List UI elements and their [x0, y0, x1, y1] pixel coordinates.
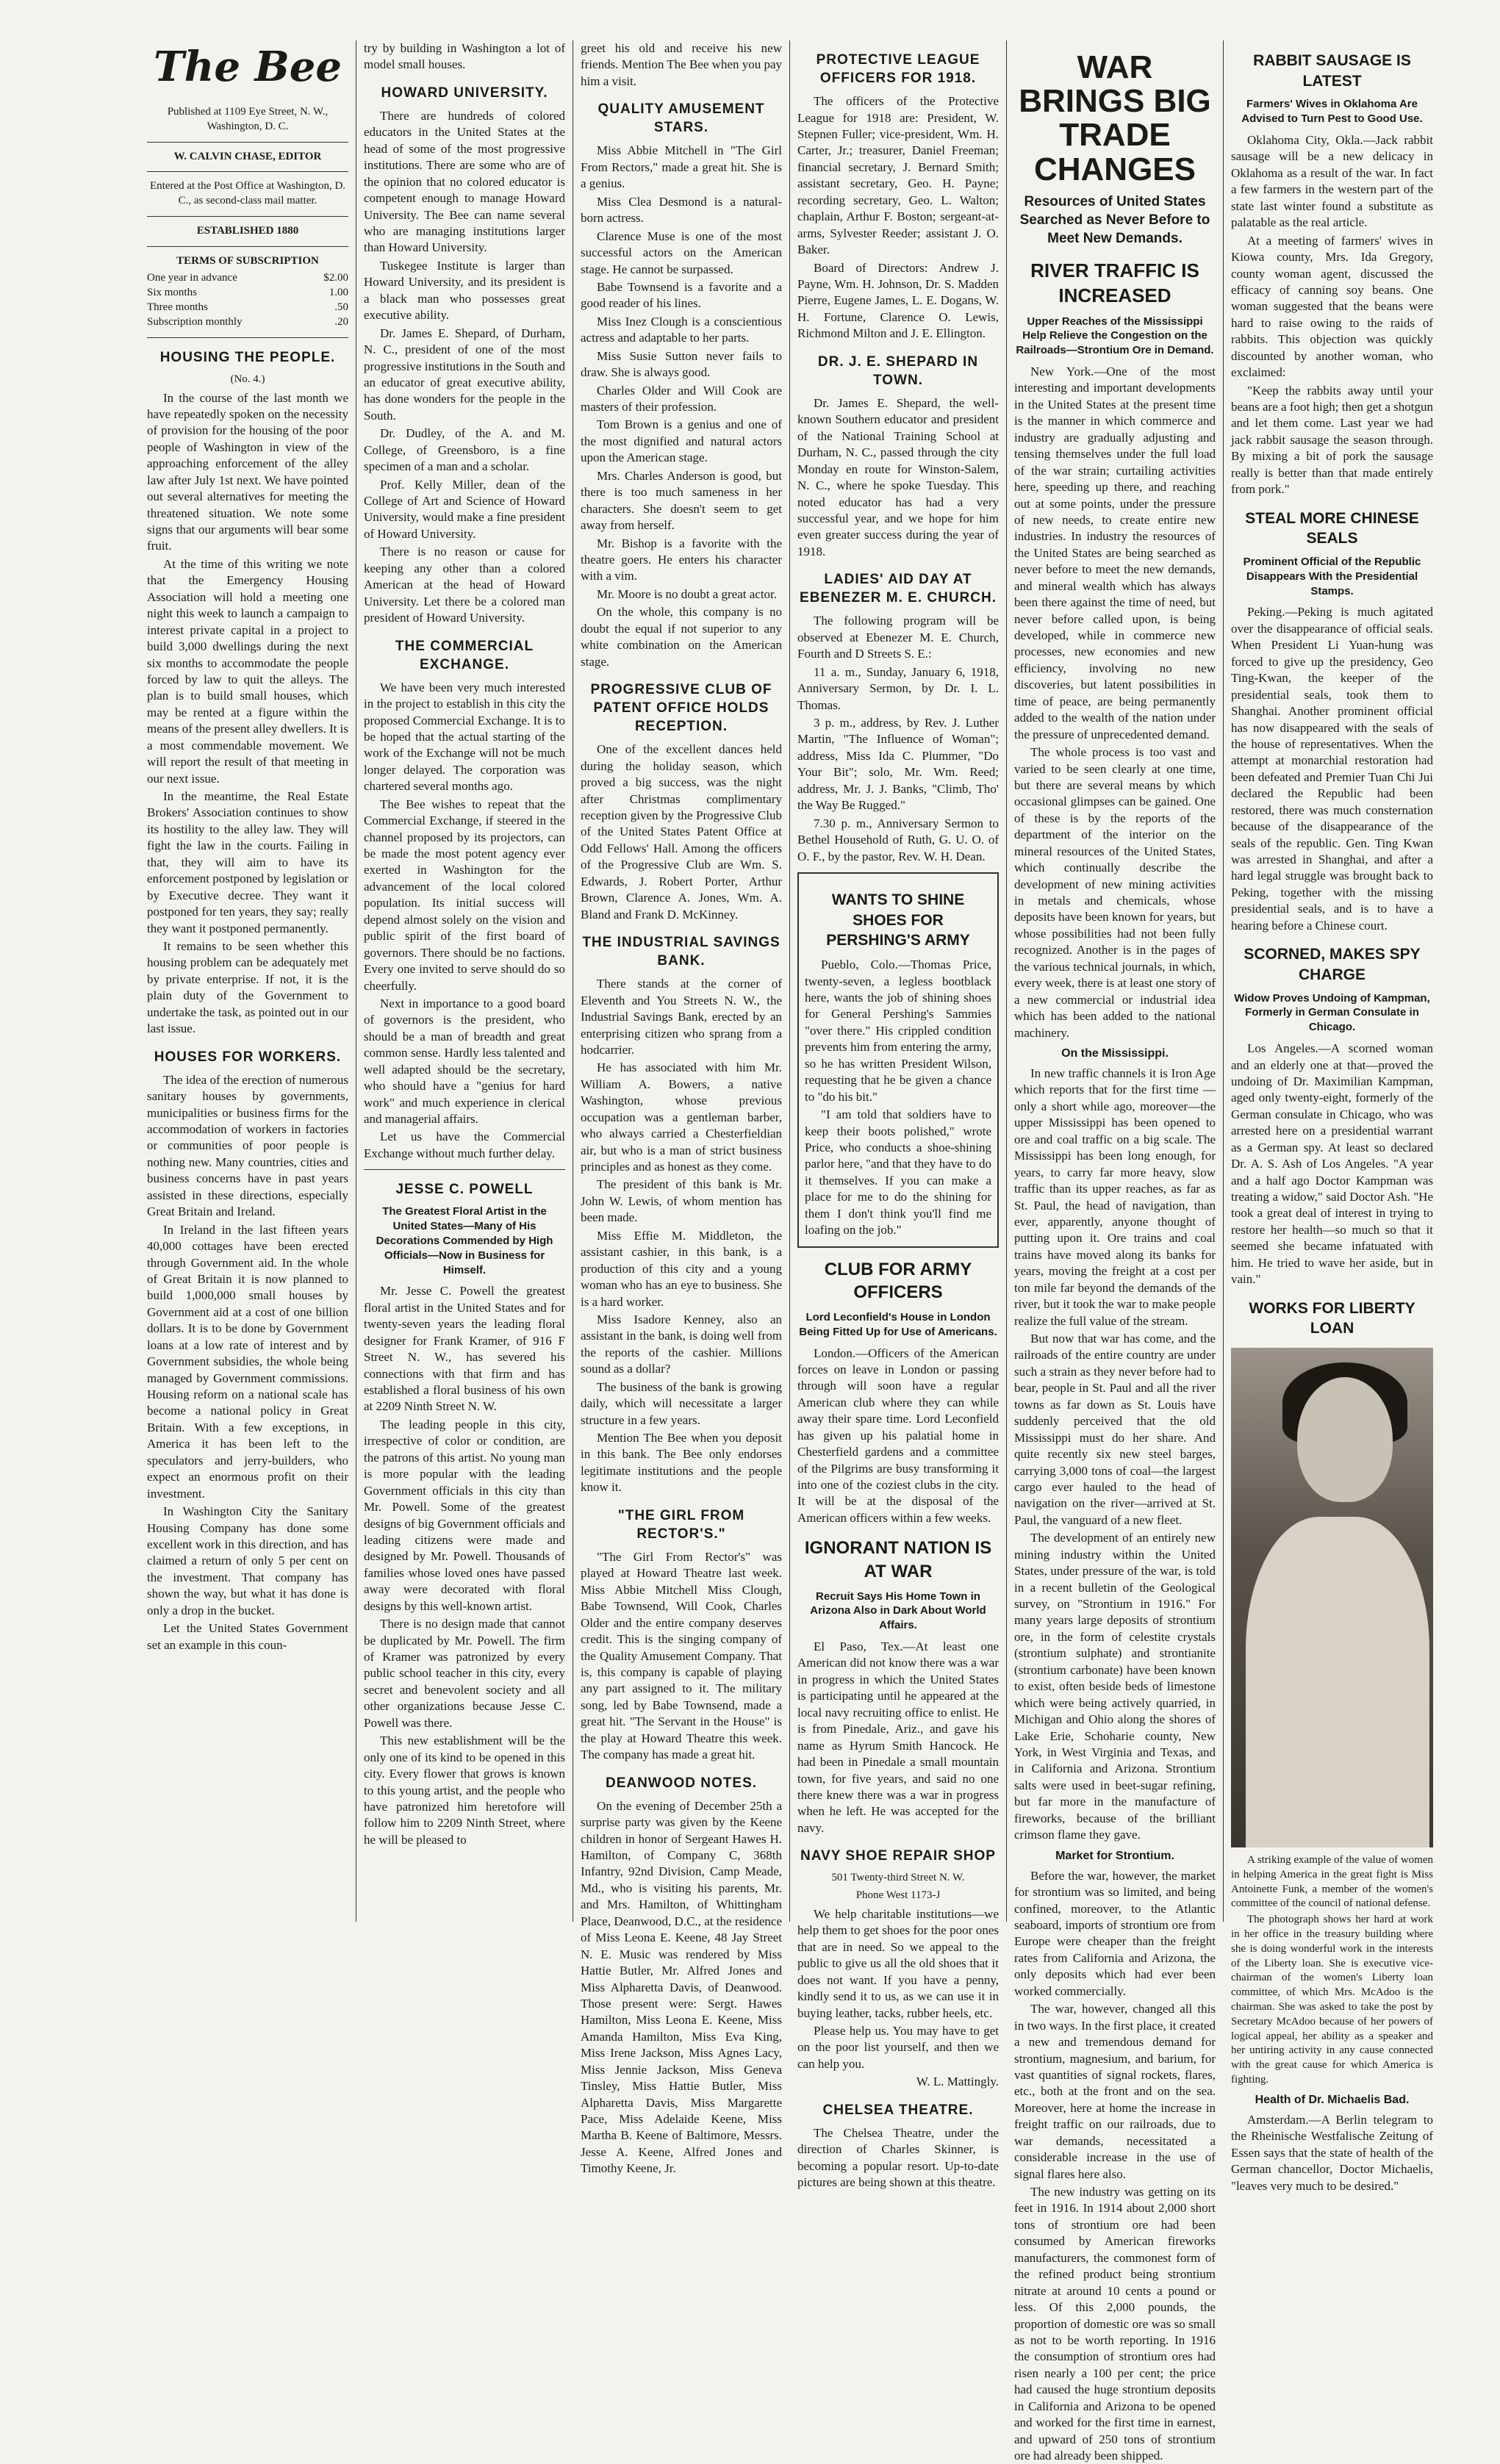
divider	[147, 246, 348, 247]
article-number: (No. 4.)	[230, 373, 265, 385]
article-paragraph: Babe Townsend is a favorite and a good reader of his lines.	[581, 279, 782, 311]
boxed-article	[797, 872, 999, 1248]
article-paragraph: The leading people in this city, irrespective of color or condition, are the patrons of this artist. No young man is more popular with the leading Government officials in this city than Mr. Powell. Some of the greatest designs of big Government officials and leading citizens were made and designed by Mr. Powell. Thousands of families whose loved ones have passed away were decorated with floral designs by this well-known artist.	[364, 1417, 565, 1613]
article-title: PROTECTIVE LEAGUE OFFICERS FOR 1918.	[816, 52, 980, 87]
article-paragraph: "The Girl From Rector's" was played at Howard Theatre last week. Miss Abbie Mitchell Miss Clough, Babe Townsend, Will Cook, Charles Older and the entire company deserves credit. This is the singing company of the Quality Amusement Company. That is, this company is capable of playing any part assigned to it. The military song, led by Babe Townsend, made a great hit. "The Servant in the House" is the play at Howard Theatre this week. The company has made a great hit.	[581, 1549, 782, 1762]
article-paragraph: Dr. Dudley, of the A. and M. College, of Greensboro, is a fine specimen of a man and a scholar.	[364, 426, 565, 474]
article-paragraph: The president of this bank is Mr. John W. Lewis, of whom mention has been made.	[581, 1177, 782, 1225]
divider	[364, 1169, 565, 1170]
column-5	[1007, 40, 1224, 2463]
article-paragraph: The following program will be observed at Ebenezer M. E. Church, Fourth and D Streets S. E.:	[797, 614, 999, 661]
article-paragraph: In Washington City the Sanitary Housing Company has done some excellent work in this direction, and has claimed a return of only 5 per cent on the investment. That company has shown the way, but what it has done is only a drop in the bucket.	[147, 1504, 348, 1617]
article-paragraph: "I am told that soldiers have to keep their boots polished," wrote Price, who conducts a shoe-shining parlor here, "and that they have to do it themselves. If you can make a place for me to do the shining for them I don't think you'll find me loafing on the job."	[805, 1107, 991, 1238]
editor: W. CALVIN CHASE, EDITOR	[173, 150, 322, 162]
photo-caption: A striking example of the value of women in helping America in the great fight is Miss Antoinette Funk, a member of the women's committee of the council of national defense.	[1231, 1854, 1433, 1910]
article-paragraph: But now that war has come, and the railroads of the entire country are under such a strain as they never before had to bear, people in St. Paul and all the river towns as far down as St. Louis have suddenly perceived that the old Mississippi must do her share. And quite recently six new steel barges, carrying 3,000 tons of coal—the largest cargo ever hauled to the head of navigation on the river—arrived at St. Paul, the vanguard of a new fleet.	[1014, 1332, 1216, 1527]
article-paragraph: Mr. Bishop is a favorite with the theatre goers. He enters his character with a vim.	[581, 536, 782, 583]
article-paragraph: It remains to be seen whether this housing problem can be adequately met by private enterprise. If not, it is the plain duty of the Government to undertake the task, as pointed out in our last issue.	[147, 938, 348, 1036]
article-paragraph: Clarence Muse is one of the most successful actors on the American stage. He cannot be surpassed.	[581, 229, 782, 276]
article-title: PROGRESSIVE CLUB OF PATENT OFFICE HOLDS RECEPTION.	[590, 682, 772, 735]
article-paragraph: He has associated with him Mr. William A. Bowers, a native Washington, whose previous occupation was a gentleman barber, who always carried a Chesterfieldian air, but who is a man of strict business principles and as honest as they come.	[581, 1060, 782, 1174]
article-paragraph: There stands at the corner of Eleventh and You Streets N. W., the Industrial Savings Bank, erected by an enterprising citizen who sprang from a hodcarrier.	[581, 977, 782, 1057]
headline: WAR BRINGS BIG TRADE CHANGES	[1019, 49, 1211, 187]
article-title: HOWARD UNIVERSITY.	[381, 85, 548, 101]
address: 501 Twenty-third Street N. W.	[831, 1872, 965, 1884]
article-paragraph: The Chelsea Theatre, under the direction of Charles Skinner, is becoming a popular resort. Up-to-date pictures are being shown at this theatre.	[797, 2125, 999, 2190]
article-subtitle: Upper Reaches of the Mississippi Help Relieve the Congestion on the Railroads—Strontium Ore in Demand.	[1016, 315, 1214, 357]
article-paragraph: El Paso, Tex.—At least one American did not know there was a war in progress in which the United States is participating until he appeared at the local navy recruiting office to enlist. He is from Pinedale, Ariz., and gave his name as Hyrum Smith Hancock. He had been in Pinedale a small mountain town, for five years, and said no one there knew there was a war in progress when he left. He was accepted for the navy.	[797, 1639, 999, 1835]
article-paragraph: greet his old and receive his new friends. Mention The Bee when you pay him a visit.	[581, 41, 782, 88]
divider	[147, 216, 348, 217]
divider	[147, 142, 348, 143]
article-title: HOUSES FOR WORKERS.	[154, 1049, 342, 1065]
entered-notice: Entered at the Post Office at Washington, D. C., as second-class mail matter.	[149, 180, 346, 207]
article-subtitle: Widow Proves Undoing of Kampman, Formerly in German Consulate in Chicago.	[1234, 991, 1430, 1034]
article-subtitle: Prominent Official of the Republic Disappears With the Presidential Stamps.	[1243, 556, 1421, 597]
article-paragraph: Charles Older and Will Cook are masters of their profession.	[581, 383, 782, 414]
article-paragraph: 7.30 p. m., Anniversary Sermon to Bethel Household of Ruth, G. U. O. of O. F., by the pastor, Rev. W. H. Dean.	[797, 816, 999, 863]
portrait-photo	[1231, 1348, 1433, 1847]
divider	[147, 171, 348, 172]
article-paragraph: Amsterdam.—A Berlin telegram to the Rheinische Westfalische Zeitung of Essen says that the state of health of the German chancellor, Doctor Michaelis, "leaves very much to be desired."	[1231, 2112, 1433, 2193]
article-paragraph: try by building in Washington a lot of model small houses.	[364, 41, 565, 72]
published-info: Published at 1109 Eye Street, N. W., Washington, D. C.	[167, 105, 329, 132]
terms-row: Subscription monthly .20	[147, 315, 348, 328]
article-paragraph: Peking.—Peking is much agitated over the disappearance of official seals. When President Li Yuan-hung was forced to give up the presidency, Geo Ting-Kwan, the keeper of the presidential seals, took them to Shanghai. Another prominent official has now disappeared with the seals of the house of representatives. When the attempt at monarchial restoration had been defeated and Premier Tuan Chi Jui declared the Republic had been restored, there was much consternation because of the disappearance of the seals of the republic. Gen. Ting Kwan was arrested in Shanghai, and after a hard legal struggle was brought back to Peking, together with the missing presidential seals, and is to have a hearing before a Chinese court.	[1231, 605, 1433, 933]
photo-caption: The photograph shows her hard at work in her office in the treasury building where she is doing wonderful work in the interests of the Liberty loan. She is executive vice-chairman of the women's Liberty loan committee, of which Mrs. McAdoo is the chairman. She was asked to take the post by Secretary McAdoo because of her powers of logical appeal, her ability as a speaker and her untiring activity in any cause connected with the great cause for which America is fighting.	[1231, 1914, 1433, 2086]
article-paragraph: We have been very much interested in the project to establish in this city the proposed Commercial Exchange. It is to be hoped that the actual starting of the work of the Exchange will not be much longer delayed. The corporation was chartered several months ago.	[364, 680, 565, 794]
article-paragraph: 11 a. m., Sunday, January 6, 1918, Anniversary Sermon, by Dr. I. L. Thomas.	[797, 664, 999, 712]
article-paragraph: Oklahoma City, Okla.—Jack rabbit sausage will be a new delicacy in Oklahoma as a result of the war. In fact a few farmers in the western part of the state last winter found a substitute as palatable as the real article.	[1231, 133, 1433, 230]
article-subtitle: Resources of United States Searched as Never Before to Meet New Demands.	[1019, 193, 1210, 246]
article-paragraph: Mrs. Charles Anderson is good, but there is too much sameness in her characters. She doesn't seem to get away from herself.	[581, 468, 782, 533]
newspaper-page	[140, 40, 1440, 2463]
masthead: The Bee	[153, 43, 342, 91]
article-subtitle: Farmers' Wives in Oklahoma Are Advised to Turn Pest to Good Use.	[1241, 98, 1423, 126]
terms-row: Three months .50	[147, 301, 348, 314]
article-title: "THE GIRL FROM RECTOR'S."	[617, 1507, 745, 1542]
article-title: CLUB FOR ARMY OFFICERS	[824, 1259, 972, 1303]
article-paragraph: There are hundreds of colored educators in the United States at the head of some of the most progressive institutions. There are some who are of the opinion that no colored educator is competent enough to manage Howard University. The Bee can name several who are managing institutions larger than Howard University.	[364, 108, 565, 255]
article-paragraph: The war, however, changed all this in two ways. In the first place, it created a new and tremendous demand for strontium, magnesium, and barium, for vast quantities of signal rockets, flares, etc., both at the front and on the sea. Moreover, here at home the increase in freight traffic on our railroads, due to war demands, necessitated a considerable increase in the use of signal flares here also.	[1014, 2002, 1216, 2181]
article-subtitle: The Greatest Floral Artist in the United States—Many of His Decorations Commended by High Officials—Now in Business for Himself.	[376, 1205, 553, 1276]
article-title: WORKS FOR LIBERTY LOAN	[1249, 1299, 1415, 1337]
article-paragraph: Miss Abbie Mitchell in "The Girl From Rectors," made a great hit. She is a genius.	[581, 143, 782, 191]
article-paragraph: Miss Isadore Kenney, also an assistant in the bank, is doing well from the reports of the cashier. Millions sound as a dollar?	[581, 1312, 782, 1376]
article-paragraph: One of the excellent dances held during the holiday season, which proved a big success, was the night after Christmas complimentary reception given by the Progressive Club of the United States Patent Office at Odd Fellows' Hall. Among the officers of the Progressive Club are Wm. S. Edwards, J. Robert Porter, Arthur Brown, Clarence A. Jones, Wm. A. Bland and Frank D. McKinney.	[581, 742, 782, 922]
article-paragraph: Tom Brown is a genius and one of the most dignified and natural actors upon the American stage.	[581, 417, 782, 465]
article-paragraph: Miss Inez Clough is a conscientious actress and adaptable to her parts.	[581, 314, 782, 345]
article-title: HOUSING THE PEOPLE.	[159, 349, 336, 365]
terms-list	[147, 271, 348, 329]
article-title: THE INDUSTRIAL SAVINGS BANK.	[582, 935, 780, 969]
article-paragraph: Miss Clea Desmond is a natural-born actress.	[581, 194, 782, 226]
article-paragraph: In new traffic channels it is Iron Age which reports that for the first time —only a short while ago, moreover—the upper Mississippi has been opened to ore and coal traffic on a big scale. The Mississippi has been long enough, for years, to carry far more heavy, slow traffic than its upper reaches, as far as St. Paul, the head of navigation, than ever, apparently, anyone thought of putting upon it. Ore trains and coal trains have moved along its banks for years, moving the freight at a cost per ton mile far beyond the demands of the river, but it took the war to make people realize the full value of the stream.	[1014, 1066, 1216, 1328]
article-paragraph: In the course of the last month we have repeatedly spoken on the necessity of provision for the housing of the poor people of Washington in view of the approaching enforcement of the alley law after July 1st next. We have pointed out several alternatives for meeting the threatened situation. We note some signs that our arguments will bear some fruit.	[147, 390, 348, 553]
article-paragraph: There is no reason or cause for keeping any other than a colored American at the head of Howard University. Let there be a colored man president of Howard University.	[364, 545, 565, 625]
phone: Phone West 1173-J	[855, 1889, 941, 1902]
article-paragraph: Mr. Jesse C. Powell the greatest floral artist in the United States and for twenty-seven years the leading floral designer for Frank Kramer, of 916 F Street N. W., has severed his connections with that firm and has established a floral business of his own at 2209 Ninth Street N. W.	[364, 1284, 565, 1414]
article-title: STEAL MORE CHINESE SEALS	[1245, 509, 1419, 547]
signature: W. L. Mattingly.	[916, 2075, 999, 2089]
article-title: QUALITY AMUSEMENT STARS.	[598, 101, 765, 136]
column-3	[573, 40, 790, 2176]
article-paragraph: This new establishment will be the only one of its kind to be opened in this city. Every flower that grows is known to this young artist, and the people who have patronized him heretofore will follow him to 2209 Ninth Street, where he will be pleased to	[364, 1734, 565, 1847]
article-title: DR. J. E. SHEPARD IN TOWN.	[817, 353, 979, 388]
section-head: Market for Strontium.	[1055, 1849, 1174, 1862]
article-title: IGNORANT NATION IS AT WAR	[804, 1538, 992, 1581]
article-paragraph: Next in importance to a good board of governors is the president, who should be a man of breadth and great common sense. Hardly less talented and well adapted should be the secretary, who should have a "genius for hard work" and much experience in clerical and managerial affairs.	[364, 996, 565, 1127]
article-paragraph: On the evening of December 25th a surprise party was given by the Keene children in honor of Sergeant Hawes H. Hamilton, of Company C, 368th Infantry, 92nd Division, Camp Meade, Md., who is visiting his parents, Mr. and Mrs. Hamilton, of Whittingham Place, Deanwood, D.C., at the residence of Miss Leona E. Keene, 48 Jay Street N. E. Music was rendered by Miss Hattie Butler, Mr. Alfred Jones and Miss Alpharetta Davis, of Deanwood. Those present were: Sergt. Hawes Hamilton, Miss Leona E. Keene, Miss Amanda Hamilton, Miss Eva King, Miss Irene Jackson, Miss Agnes Lacy, Miss Jennie Jackson, Miss Geneva Tinsley, Miss Hattie Butler, Miss Alpharetta Davis, Miss Margarette Pace, Miss Adelaide Keene, Miss Martha B. Keene of Baltimore, Messrs. Jesse A. Keene, Alfred Jones and Timothy Keene, Jr.	[581, 1798, 782, 2176]
article-title: THE COMMERCIAL EXCHANGE.	[395, 638, 534, 672]
article-paragraph: London.—Officers of the American forces on leave in London or passing through will soon have a regular American club where they can while away their spare time. Lord Leconfield has given up his palatial home in Chesterfield gardens and a committee of the Pilgrims are busy transforming it into one of the coziest clubs in the city. It will be at the disposal of the American officers within a few weeks.	[797, 1346, 999, 1525]
article-paragraph: Mention The Bee when you deposit in this bank. The Bee only endorses legitimate institutions and the people know it.	[581, 1431, 782, 1495]
article-title: LADIES' AID DAY AT EBENEZER M. E. CHURCH.	[800, 572, 997, 606]
article-title: JESSE C. POWELL	[395, 1182, 534, 1198]
article-paragraph: In the meantime, the Real Estate Brokers' Association continues to show its hostility to the alley law. They will fight the law in the courts. Failing in that, they will aim to have its enforcement postponed by legislation or by Executive decree. They want it postponed for ten years, they say; really they want it postponed permanently.	[147, 789, 348, 935]
article-title: WANTS TO SHINE SHOES FOR PERSHING'S ARMY	[826, 891, 970, 949]
article-title: SCORNED, MAKES SPY CHARGE	[1244, 946, 1421, 983]
article-paragraph: Let the United States Government set an example in this coun-	[147, 1621, 348, 1652]
article-paragraph: Miss Susie Sutton never fails to draw. She is always good.	[581, 348, 782, 380]
section-head: Health of Dr. Michaelis Bad.	[1255, 2093, 1410, 2106]
article-title: NAVY SHOE REPAIR SHOP	[800, 1848, 996, 1864]
article-title: DEANWOOD NOTES.	[605, 1775, 758, 1791]
article-paragraph: Los Angeles.—A scorned woman and an elderly one at that—proved the undoing of Dr. Maximilian Kampman, aged only twenty-eight, formerly of the German consulate in Chicago, who was arrested here on a presidential warrant as a German spy. At least so declared Dr. A. S. Ash of Los Angeles. "A year and a half ago Doctor Kampman was treating a widow," said Doctor Ash. "He took a great deal of interest in trying to restore her health—so much so that it seemed she became infatuated with him. He tried to wave her aside, but in vain."	[1231, 1041, 1433, 1287]
article-paragraph: 3 p. m., address, by Rev. J. Luther Martin, "The Influence of Woman"; address, Miss Ida C. Plummer, "Do Your Bit"; solo, Mr. Wm. Reed; address, Mr. J. J. Banks, "Climb, Tho' the Way Be Rugged."	[797, 716, 999, 813]
article-subtitle: Lord Leconfield's House in London Being Fitted Up for Use of Americans.	[799, 1310, 997, 1338]
article-title: CHELSEA THEATRE.	[822, 2102, 974, 2118]
article-paragraph: The idea of the erection of numerous sanitary houses by governments, municipalities or business firms for the accommodation of workers in factories or communities of poor people is nothing new. Many countries, cities and business concerns have in past years assisted in these directions, especially Great Britain and Ireland.	[147, 1072, 348, 1219]
article-paragraph: There is no design made that cannot be duplicated by Mr. Powell. The firm of Kramer was patronized by every public school teacher in this city, every secret and benevolent society and all other organizations because Jesse C. Powell was there.	[364, 1617, 565, 1730]
article-paragraph: At the time of this writing we note that the Emergency Housing Association will hold a meeting one night this week to launch a campaign to interest private capital in a project to build 3,000 dwellings during the next six months to accommodate the people forced by law to quit the alleys. The plan is to build small houses, which may be rented at a figure within the means of the present alley dwellers. It is a most commendable movement. We will report the result of that meeting in our next issue.	[147, 556, 348, 786]
article-paragraph: The business of the bank is growing daily, which will necessitate a larger structure in a few years.	[581, 1379, 782, 1427]
column-1	[140, 40, 356, 1922]
article-paragraph: Let us have the Commercial Exchange without much further delay.	[364, 1129, 565, 1160]
article-paragraph: The officers of the Protective League for 1918 are: President, W. Stepnen Fuller; vice-president, Wm. H. Carter, Jr.; treasurer, Daniel Freeman; financial secretary, J. Bernard Smith; assistant secretary, Geo. H. Payne; recording secretary, Geo. L. Walton; chaplain, Arthur F. Boston; sergeant-at-arms, Sylvester Reeder; assistant J. O. Baker.	[797, 94, 999, 257]
terms-row: Six months 1.00	[147, 287, 348, 299]
article-paragraph: Pueblo, Colo.—Thomas Price, twenty-seven, a legless bootblack here, wants the job of shining shoes for General Pershing's Sammies "over there." His crippled condition prevents him from entering the army, so he has written President Wilson, requesting that he be given a chance to "do his bit."	[805, 958, 991, 1104]
article-paragraph: Please help us. You may have to get on the poor list yourself, and then we can help you.	[797, 2024, 999, 2071]
section-head: On the Mississippi.	[1061, 1046, 1169, 1060]
article-subtitle: Recruit Says His Home Town in Arizona Also in Dark About World Affairs.	[810, 1590, 986, 1632]
subheadline: RIVER TRAFFIC IS INCREASED	[1030, 259, 1199, 307]
article-paragraph: The new industry was getting on its feet in 1916. In 1914 about 2,000 short tons of strontium ore had been consumed by American fireworks manufacturers, the commonest form of the refined product being strontium nitrate at around 10 cents a pound or less. Of this 2,000 pounds, the proportion of domestic ore was so small as not to be worth reporting. In 1916 the consumption of strontium ores had risen nearly a 100 per cent; the price had caused the huge strontium deposits in California and Arizona to be opened and worked for the first time in earnest, and upward of 250 tons of strontium ore had already been shipped.	[1014, 2185, 1216, 2463]
article-paragraph: "Keep the rabbits away until your beans are a foot high; then get a shotgun and let them come. Last year we had jack rabbit sausage the season through. By mixing a bit of pork the sausage really is better than that made entirely from pork."	[1231, 383, 1433, 497]
article-title: RABBIT SAUSAGE IS LATEST	[1253, 52, 1411, 90]
article-paragraph: New York.—One of the most interesting and important developments in the United States at the present time is the manner in which commerce and industry are gradually adjusting and tensing themselves under the full load of the war strain; curtailing activities here, speeding up there, and reaching out at some points, under the pressure of new needs, to create entire new industries. In industry the resources of the United States are being searched as never before to meet the new demands, and mineral wealth which has always been there against the time of need, but never before called upon, is being developed, while in commerce new processes, new economies and new efficiency, involving no new discoveries, but latent possibilities in time of peace, are being permanently added to the wealth of the nation under the pressure of unprecedented demand.	[1014, 364, 1216, 741]
article-paragraph: Tuskegee Institute is larger than Howard University, and its president is a black man who possesses great executive ability.	[364, 258, 565, 323]
article-paragraph: The development of an entirely new mining industry within the United States, under pressure of the war, is told in a recent bulletin of the Geological survey, on "Strontium in 1916." For many years large deposits of strontium ore, in the form of celestite crystals (strontium sulphate) and strontianite (strontium carbonate) have been known to exist, often beside beds of limestone which were being actively quarried, in Michigan and Ohio along the shores of Lake Erie, Schoharie county, New York, in West Virginia and Texas, and in California and Arizona. Strontium salts were used in beet-sugar refining, but far more in the manufacture of fireworks, because of the brilliant crimson flame they gave.	[1014, 1531, 1216, 1842]
article-paragraph: Miss Effie M. Middleton, the assistant cashier, in this bank, is a production of this city and a young woman who has an eye to business. She is a hard worker.	[581, 1228, 782, 1309]
article-paragraph: Board of Directors: Andrew J. Payne, Wm. H. Johnson, Dr. S. Madden Pierre, Eugene James, L. E. Dogans, W. H. Fortune, Clarence O. Lewis, Richmond Milton and J. E. Ellington.	[797, 260, 999, 341]
article-paragraph: The whole process is too vast and varied to be seen clearly at one time, but there are several means by which occasional glimpses can be gained. One of these is by the reports of the department of the interior on the mineral resources of the United States, which continually describe the development of new mining activities in metals and chemicals, whose deposits have been known for years, but whose possibilities had not been fully recognized. Another is in the pages of the various technical journals, in which, every week, there is at least one story of a new commercial or industrial idea which has been added to the national machinery.	[1014, 745, 1216, 1040]
article-paragraph: We help charitable institutions—we help them to get shoes for the poor ones that are in need. So we appeal to the public to give us all the old shoes that it does not want. If you have a penny, kindly send it to us, as we can use it in buying leather, tacks, rubber heels, etc.	[797, 1906, 999, 2020]
column-2	[356, 40, 573, 1922]
article-paragraph: Prof. Kelly Miller, dean of the College of Art and Science of Howard University, would make a fine president of Howard University.	[364, 477, 565, 541]
article-paragraph: At a meeting of farmers' wives in Kiowa county, Mrs. Ida Gregory, county woman agent, discussed the efficacy of canning soy beans. One woman suggested that the beans were hard to raise owing to the raids of rabbits. This objection was quickly discounted by another woman, who exclaimed:	[1231, 233, 1433, 380]
article-paragraph: In Ireland in the last fifteen years 40,000 cottages have been erected through Government aid. In the whole of Great Britain it is now planned to build 1,000,000 small houses by Government aid at a cost of one billion dollars. It is to be done by Government loans at a low rate of interest and by Government subsidies, the whole being managed by Government commissions. Housing reform on a national scale has become a national policy in Great Britain. With a few exceptions, in America it has been left to the speculators and jerry-builders, who expect an enormous profit on their investment.	[147, 1222, 348, 1501]
column-6	[1224, 40, 1440, 2193]
established: ESTABLISHED 1880	[196, 224, 299, 237]
terms-row: One year in advance $2.00	[147, 272, 348, 284]
article-paragraph: Dr. James E. Shepard, of Durham, N. C., president of one of the most progressive institutions in the South and an educator of great executive ability, has done wonders for the people in the South.	[364, 326, 565, 423]
article-paragraph: Dr. James E. Shepard, the well-known Southern educator and president of the National Training School at Durham, N. C., passed through the city Monday en route for Winston-Salem, N. C., where he spoke Tuesday. This noted educator has had a very successful year, and we hope for him even greater success during the year of 1918.	[797, 395, 999, 558]
article-paragraph: Mr. Moore is no doubt a great actor.	[597, 586, 778, 601]
divider	[147, 337, 348, 338]
article-paragraph: The Bee wishes to repeat that the Commercial Exchange, if steered in the channel proposed by its projectors, can be made the most potent agency ever exerted in Washington for the advancement of the local colored population. Its initial success will depend almost solely on the vision and public spirit of the first board of governors. There should be no factions. Every one invited to serve should do so cheerfully.	[364, 797, 565, 993]
article-paragraph: On the whole, this company is no doubt the equal if not superior to any white combination on the American stage.	[581, 605, 782, 669]
column-4	[790, 40, 1007, 2190]
article-paragraph: Before the war, however, the market for strontium was so limited, and being confined, moreover, to the Atlantic seaboard, imports of strontium ore from Europe were cheaper than the freight rates from California and Arizona, the only deposits which had ever been worked commercially.	[1014, 1868, 1216, 1998]
terms-title: TERMS OF SUBSCRIPTION	[176, 254, 319, 267]
